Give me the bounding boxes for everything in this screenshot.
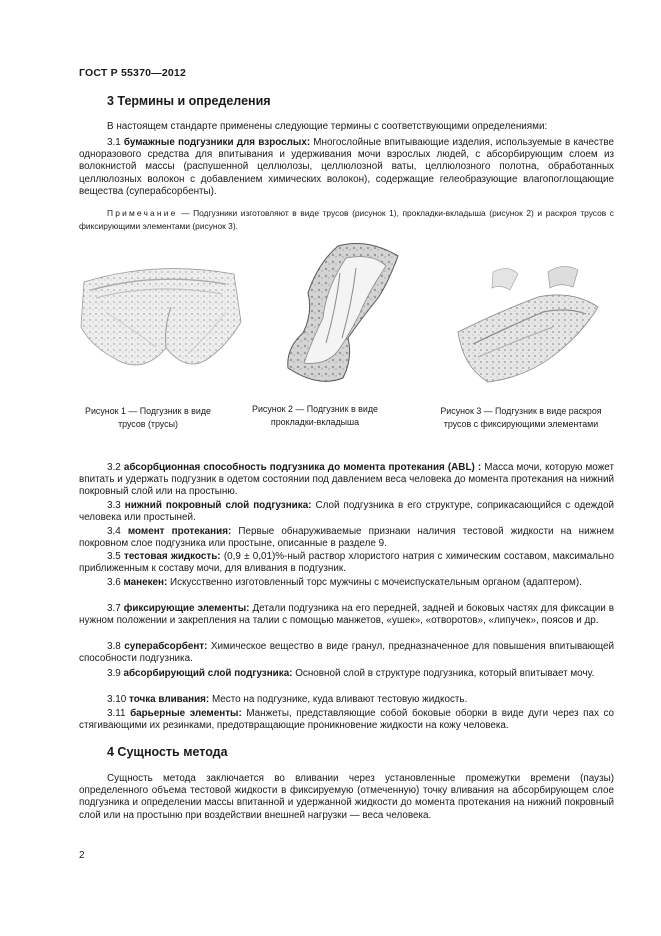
term-3-8: 3.8 суперабсорбент: Химическое вещество в виде гранул, предназначенное для повышения впитывающей способности подгузника. — [79, 641, 615, 665]
term-3-10: 3.10 точка вливания: Место на подгузнике, куда вливают тестовую жидкость. — [107, 694, 468, 705]
term-3-3: 3.3 нижний покровный слой подгузника: Слой подгузника в его структуре, соприкасающийся с одеждой человека или простыней. — [79, 500, 614, 524]
term-3-1: 3.1 бумажные подгузники для взрослых: Многослойные впитывающие изделия, используемые в качестве одноразового средства для впитывания и удерживания мочи взрослых людей, с абсорбирующим слоем из волокнистой массы (распушенной целлюлозы, целлюлозной ваты, целлюлозного полотна, обработанных целлюлозных волокон с добавлением химических волокон), содержащие гелеобразующие влагопоглощающие вещества (суперабсорбенты). — [79, 137, 614, 197]
page-number: 2 — [79, 850, 85, 861]
figure-2-image — [268, 238, 418, 393]
figure-2-caption: Рисунок 2 — Подгузник в виде прокладки-вкладыша — [252, 404, 378, 427]
figure-1-image — [76, 252, 246, 382]
section-4-text: Сущность метода заключается во вливании через установленные промежутки времени (паузы) определенного объема тестовой жидкости в фиксируемую (отмеченную) точку вливания на абсорбирующем слое подгузника и определении массы впитанной и удержанной жидкости до момента протекания на нижний покровный слой или на простыню при воздействии внешней нагрузки — веса человека. — [79, 773, 614, 821]
figure-1-caption: Рисунок 1 — Подгузник в виде трусов (трусы) — [85, 406, 211, 429]
note: Примечание — Подгузники изготовляют в виде трусов (рисунок 1), прокладки-вкладыша (рисунок 2) и раскроя трусов с фиксирующими элементами (рисунок 3). — [79, 208, 614, 231]
section-3-intro: В настоящем стандарте применены следующие термины с соответствующими определениями: — [107, 121, 548, 132]
document-code: ГОСТ Р 55370—2012 — [79, 67, 187, 79]
section-3-title: 3 Термины и определения — [107, 94, 271, 108]
term-3-11: 3.11 барьерные элементы: Манжеты, представляющие собой боковые оборки в виде дуги через пах со стягивающими их резинками, предотвращающие проникновение жидкости на кожу человека. — [79, 708, 614, 732]
term-3-6: 3.6 манекен: Искусственно изготовленный торс мужчины с мочеиспускательным органом (адаптером). — [107, 577, 582, 588]
term-3-2: 3.2 абсорбционная способность подгузника до момента протекания (ABL) : Масса мочи, которую может впитать и удержать подгузник в одетом состоянии под давлением веса человека до момента протекания на нижний покровный слой или на простыню. — [79, 462, 614, 498]
term-3-4: 3.4 момент протекания: Первые обнаруживаемые признаки наличия тестовой жидкости на нижнем покровном слое подгузника или простыне, описанные в разделе 9. — [79, 526, 614, 550]
figure-3-image — [448, 252, 608, 392]
term-3-5: 3.5 тестовая жидкость: (0,9 ± 0,01)%-ный раствор хлористого натрия с химическим составом, максимально приближенным к составу мочи, для вливания в подгузник. — [79, 551, 615, 575]
figure-3-caption: Рисунок 3 — Подгузник в виде раскроя трусов с фиксирующими элементами — [440, 406, 602, 429]
term-3-7: 3.7 фиксирующие элементы: Детали подгузника на его передней, задней и боковых частях для фиксации в нужном положении и закрепления на талии с помощью манжетов, «ушек», «отворотов», «липучек», поясов и др. — [79, 603, 614, 627]
section-4-title: 4 Сущность метода — [107, 745, 228, 759]
term-3-9: 3.9 абсорбирующий слой подгузника: Основной слой в структуре подгузника, который впитывает мочу. — [107, 668, 595, 679]
